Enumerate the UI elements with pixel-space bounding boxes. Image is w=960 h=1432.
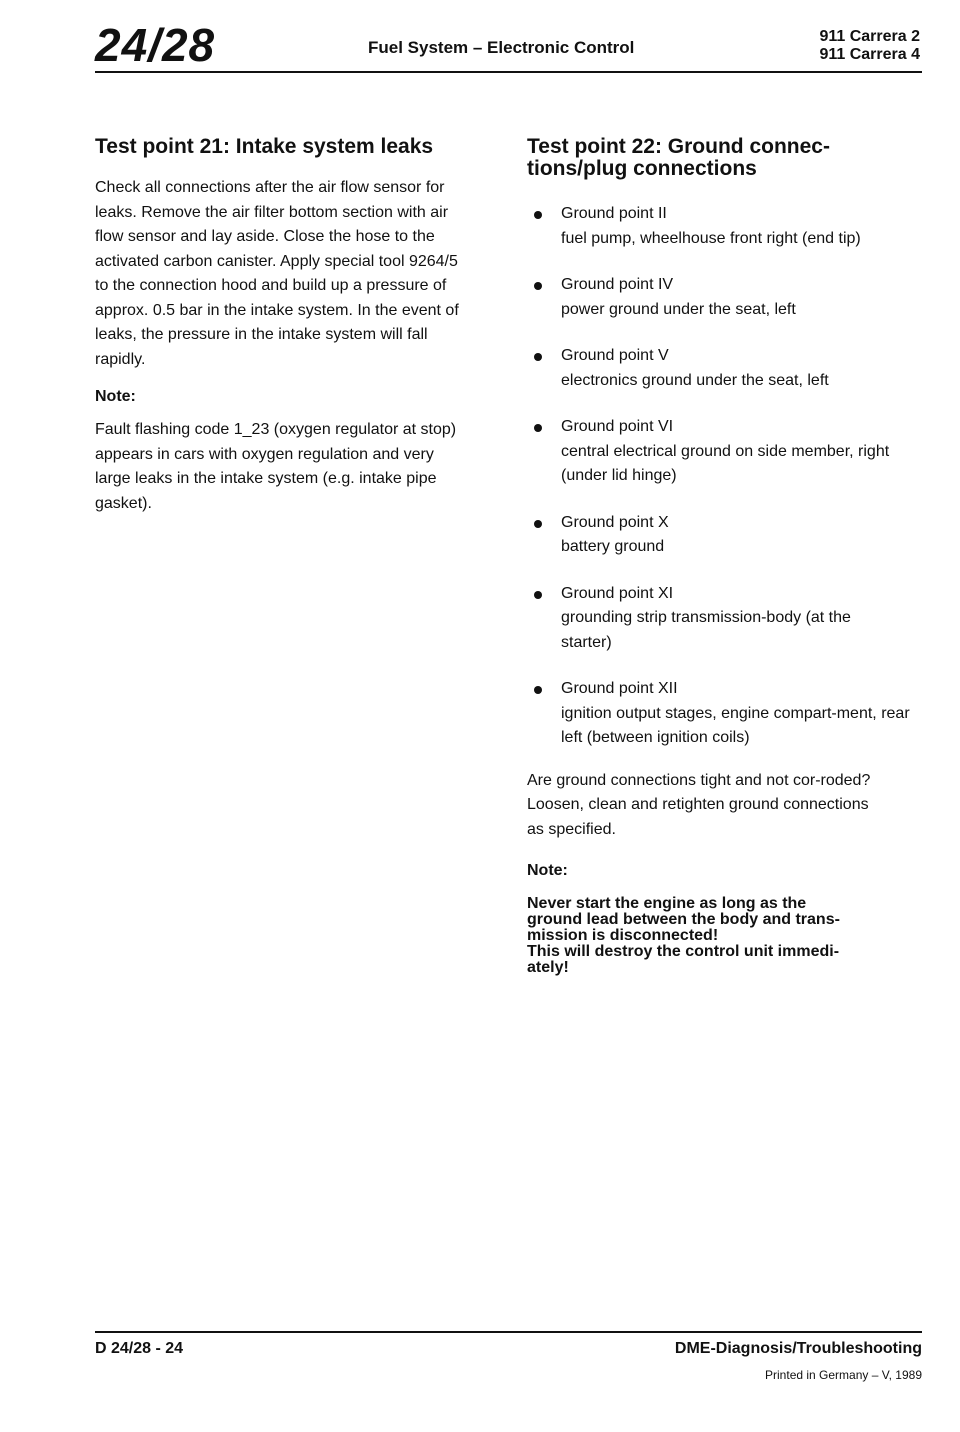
intake-leak-paragraph: Check all connections after the air flow sensor for leaks. Remove the air filter bottom section with air flow sensor and lay aside. Close the hose to the activated carbon canister. Apply special tool 9264/5 to the connection hood and build up a pressure of approx. 0.5 bar in the intake system. In the event of leaks, the pressure in the intake system will fall rapidly. — [95, 179, 459, 368]
footer-divider — [95, 1331, 922, 1333]
warning-text: This will destroy the control unit immedi-ately! — [527, 943, 840, 976]
list-item — [527, 273, 922, 322]
bullet-icon — [534, 424, 542, 432]
list-item — [527, 415, 911, 489]
ground-point-title: Ground point II — [561, 205, 667, 222]
ground-point-description: power ground under the seat, left — [561, 300, 796, 318]
note-label: Note: — [527, 862, 568, 879]
ground-point-list — [527, 202, 922, 751]
bullet-icon — [534, 282, 542, 290]
model-list — [790, 28, 920, 64]
list-item — [527, 511, 922, 560]
note-label: Note: — [95, 388, 136, 405]
document-reference: D 24/28 - 24 — [95, 1340, 184, 1357]
ground-point-description: electronics ground under the seat, left — [561, 371, 829, 389]
header-divider — [95, 71, 922, 73]
ground-point-description: battery ground — [561, 538, 665, 555]
list-item — [527, 344, 922, 393]
ground-point-description: central electrical ground on side member, right (under lid hinge) — [561, 442, 890, 484]
ground-point-title: Ground point V — [561, 347, 669, 364]
ground-point-title: Ground point IV — [561, 276, 674, 293]
list-item — [527, 202, 922, 251]
model-carrera-4: 911 Carrera 4 — [819, 46, 920, 63]
bullet-icon — [534, 353, 542, 361]
bullet-icon — [534, 211, 542, 219]
ground-point-description: fuel pump, wheelhouse front right (end tip) — [561, 229, 861, 247]
section-title: Fuel System – Electronic Control — [368, 38, 635, 57]
bullet-icon — [534, 520, 542, 528]
note-text: Fault flashing code 1_23 (oxygen regulator at stop) appears in cars with oxygen regulation and very large leaks in the intake system (e.g. intake pipe gasket). — [95, 421, 457, 512]
ground-point-description: grounding strip transmission-body (at the starter) — [561, 609, 851, 651]
ground-point-title: Ground point VI — [561, 418, 674, 435]
test-point-21-heading: Test point 21: Intake system leaks — [95, 135, 434, 158]
ground-point-title: Ground point X — [561, 513, 669, 531]
page-number: 24/28 — [95, 19, 216, 71]
ground-check-paragraph: Are ground connections tight and not cor-roded? Loosen, clean and retighten ground connections as specified. — [527, 771, 871, 838]
right-column — [527, 136, 922, 976]
model-carrera-2: 911 Carrera 2 — [819, 28, 920, 45]
ground-point-description: ignition output stages, engine compart-ment, rear left (between ignition coils) — [561, 704, 910, 746]
list-item — [527, 677, 911, 751]
test-point-22-heading: Test point 22: Ground connec-tions/plug connections — [527, 135, 830, 180]
ground-point-title: Ground point XII — [561, 680, 678, 697]
manual-title: DME-Diagnosis/Troubleshooting — [674, 1340, 922, 1357]
left-column — [95, 136, 470, 516]
bullet-icon — [534, 686, 542, 694]
warning-text: Never start the engine as long as the ground lead between the body and trans-mission is disconnected! — [527, 895, 840, 944]
ground-point-title: Ground point XI — [561, 584, 674, 602]
list-item — [527, 582, 901, 656]
print-info: Printed in Germany – V, 1989 — [765, 1368, 922, 1382]
bullet-icon — [534, 591, 542, 599]
